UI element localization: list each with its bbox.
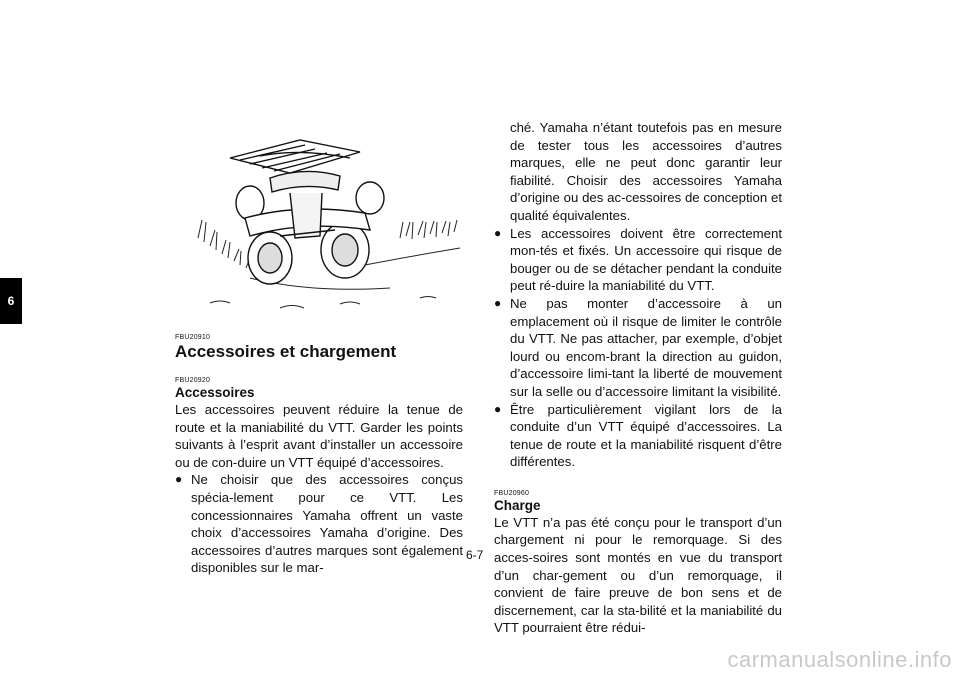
page-number: 6-7 — [466, 548, 484, 562]
accessory-list — [175, 471, 463, 577]
accessory-list-continued — [494, 225, 782, 471]
subsection-code: FBU20920 — [175, 377, 211, 384]
list-item-text: Ne pas monter d’accessoire à un emplacement où il risque de limiter le contrôle du VTT. Ne pas attacher, par exemple, d’objet lourd ou encom-brant la direction au guidon, d’accessoire limi-tant la liberté de mouvement sur la selle ou d’accessoire limitant la visibilité. — [510, 295, 782, 399]
intro-paragraph: Les accessoires peuvent réduire la tenue de route et la maniabilité du VTT. Garder les points suivants à l’esprit avant d’installer un accessoire ou de con-duire un VTT équipé d’accessoires. — [175, 402, 463, 470]
list-item — [175, 471, 463, 577]
charge-paragraph: Le VTT n’a pas été conçu pour le transport d’un chargement ni pour le remorquage. Si des acces-soires sont montés en vue du transport d’un char-gement ou d’un remorquage, il convient de faire preuve de bon sens et de discernement, car la sta-bilité et la maniabilité du VTT pourraient être rédui- — [494, 514, 782, 636]
bullet-icon: ● — [494, 295, 502, 310]
list-item — [494, 401, 782, 471]
subsection-title-charge: Charge — [494, 497, 541, 513]
right-column — [494, 119, 782, 637]
section-code: FBU20910 — [175, 334, 211, 341]
left-column — [175, 333, 463, 577]
list-item-continuation: ché. Yamaha n’étant toutefois pas en mesure de tester tous les accessoires d’autres marques, elle ne peut donc garantir leur fiabilité. Choisir des accessoires Yamaha d’origine ou des ac-cessoires de conception et qualité équivalentes. — [510, 120, 782, 223]
watermark: carmanualsonline.info — [727, 647, 952, 672]
list-item — [494, 295, 782, 401]
chapter-tab: 6 — [0, 278, 22, 324]
atv-illustration — [190, 118, 465, 318]
list-item — [494, 225, 782, 295]
subsection-title-accessoires: Accessoires — [175, 385, 255, 400]
bullet-icon: ● — [494, 225, 502, 240]
section-title: Accessoires et chargement — [175, 342, 397, 361]
subsection-code: FBU20960 — [494, 489, 530, 497]
bullet-icon: ● — [175, 472, 183, 487]
list-item-text: Les accessoires doivent être correctement mon-tés et fixés. Un accessoire qui risque de bouger ou de se détacher pendant la conduite peut ré-duire la maniabilité du VTT. — [510, 225, 782, 294]
bullet-icon: ● — [494, 401, 502, 416]
list-item-text: Ne choisir que des accessoires conçus spécia-lement pour ce VTT. Les concessionnaires Yamaha offrent un vaste choix d’accessoires Yamaha d’origine. Des accessoires d’autres marques sont également disponibles sur le mar- — [191, 472, 463, 576]
list-item-text: Être particulièrement vigilant lors de la conduite d’un VTT équipé d’accessoires. La tenue de route et la maniabilité risquent d’être différentes. — [510, 401, 782, 470]
